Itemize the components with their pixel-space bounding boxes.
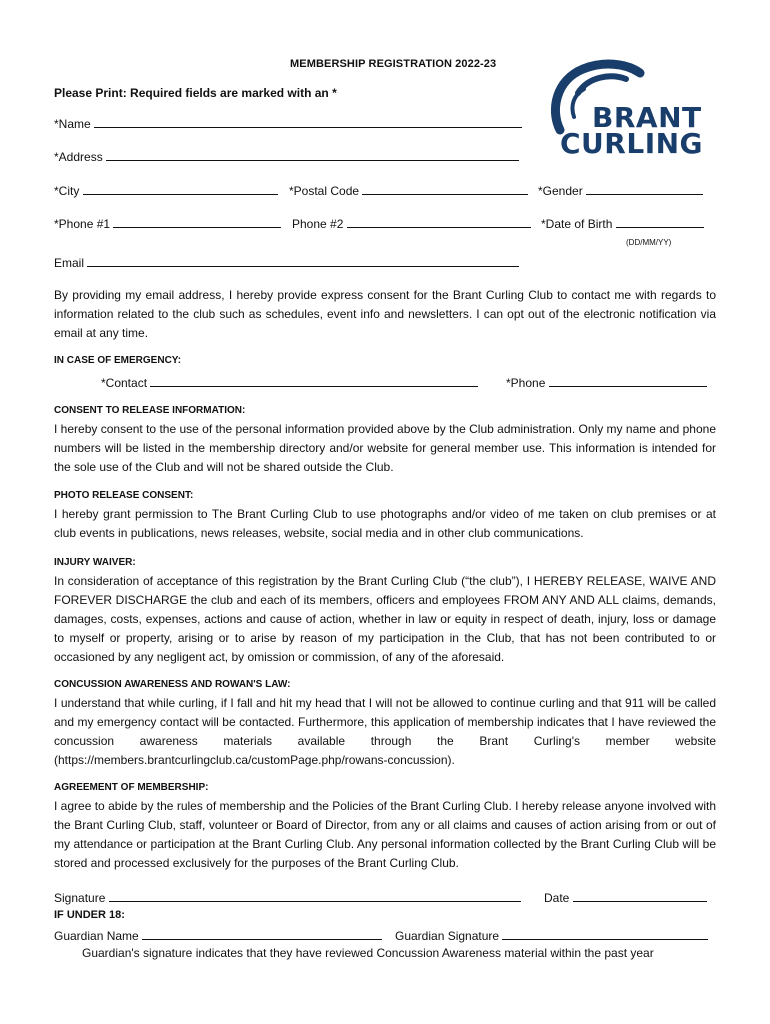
- photo-release-text: I hereby grant permission to The Brant Curling Club to use photographs and/or video of me taken on club premises or at club events in publications, news releases, website, social media and in other club communications.: [54, 507, 716, 540]
- agreement-text: I agree to abide by the rules of membership and the Policies of the Brant Curling Club. I hereby release anyone involved with the Brant Curling Club, staff, volunteer or Board of Director, from any or all claims and causes of action arising from or out of my attendance or participation at the Brant Curling Club. Any personal information collected by the Brant Curling Club will be stored and processed exclusively for the purposes of the Brant Curling Club.: [54, 799, 716, 870]
- name-field[interactable]: [54, 116, 522, 131]
- emergency-contact-line[interactable]: [150, 375, 478, 387]
- name-line[interactable]: [94, 116, 522, 128]
- guardian-signature-label: Guardian Signature: [395, 929, 500, 943]
- dob-line[interactable]: [616, 216, 704, 228]
- emergency-heading: IN CASE OF EMERGENCY:: [54, 355, 182, 366]
- postal-code-label: *Postal Code: [289, 184, 360, 198]
- form-instructions: Please Print: Required fields are marked with an *: [54, 86, 337, 100]
- email-label: Email: [54, 256, 85, 270]
- guardian-name-line[interactable]: [142, 928, 382, 940]
- date-line[interactable]: [573, 890, 707, 902]
- email-field[interactable]: [54, 255, 519, 270]
- club-logo: [548, 55, 704, 165]
- concussion-heading: CONCUSSION AWARENESS AND ROWAN'S LAW:: [54, 679, 291, 690]
- date-field[interactable]: [544, 890, 707, 905]
- photo-release-heading: PHOTO RELEASE CONSENT:: [54, 490, 194, 501]
- emergency-phone-field[interactable]: [506, 375, 707, 390]
- release-info-text: I hereby consent to the use of the personal information provided above by the Club administration. Only my name and phone numbers will be listed in the membership directory and/or website for general member use. This information is intended for the sole use of the Club and will not be shared outside the Club.: [54, 422, 716, 474]
- address-line[interactable]: [106, 149, 519, 161]
- form-title: MEMBERSHIP REGISTRATION 2022-23: [290, 58, 497, 70]
- city-field[interactable]: [54, 183, 278, 198]
- emergency-phone-line[interactable]: [549, 375, 707, 387]
- injury-waiver-heading: INJURY WAIVER:: [54, 557, 136, 568]
- gender-line[interactable]: [586, 183, 703, 195]
- signature-line[interactable]: [109, 890, 521, 902]
- guardian-name-label: Guardian Name: [54, 929, 139, 943]
- logo-curling: CURLING: [560, 127, 704, 160]
- date-label: Date: [544, 891, 570, 905]
- logo-brant: BRANT: [592, 101, 702, 134]
- guardian-signature-line[interactable]: [502, 928, 708, 940]
- name-label: *Name: [54, 117, 91, 131]
- dob-label: *Date of Birth: [541, 217, 613, 231]
- address-field[interactable]: [54, 149, 519, 164]
- postal-code-line[interactable]: [362, 183, 528, 195]
- email-consent-text: By providing my email address, I hereby provide express consent for the Brant Curling Club to contact me with regards to information related to the club such as schedules, event info and newsletters. I can opt out of the electronic notification via email at any time.: [54, 288, 716, 340]
- guardian-name-field[interactable]: [54, 928, 382, 943]
- postal-code-field[interactable]: [289, 183, 528, 198]
- guardian-note: Guardian's signature indicates that they have reviewed Concussion Awareness material within the past year: [82, 946, 654, 960]
- agreement-heading: AGREEMENT OF MEMBERSHIP:: [54, 782, 209, 793]
- dob-hint: (DD/MM/YY): [626, 238, 672, 247]
- injury-waiver-text: In consideration of acceptance of this registration by the Brant Curling Club (“the club”), I HEREBY RELEASE, WAIVE AND FOREVER DISCHARGE the club and each of its members, officers and employees FROM ANY AND ALL claims, demands, damages, costs, expenses, actions and cause of action, whether in law or equity in respect of death, injury, loss or damage to myself or property, arising or to arise by reason of my participation in the Club, that has not been contributed to or occasioned by any negligent act, by omission or commission, of any of the aforesaid.: [54, 574, 716, 664]
- phone2-label: Phone #2: [292, 217, 344, 231]
- phone2-field[interactable]: [292, 216, 531, 231]
- gender-label: *Gender: [538, 184, 583, 198]
- release-info-heading: CONSENT TO RELEASE INFORMATION:: [54, 405, 246, 416]
- dob-field[interactable]: [541, 216, 704, 231]
- under18-heading: IF UNDER 18:: [54, 909, 125, 921]
- concussion-text: I understand that while curling, if I fall and hit my head that I will not be allowed to continue curling and that 911 will be called and my emergency contact will be contacted. Furthermore, this application of membership indicates that I have reviewed the concussion awareness materials available through the Brant Curling's member website (https://members.brantcurlingclub.ca/customPage.php/rowans-concussion).: [54, 696, 716, 767]
- email-line[interactable]: [87, 255, 519, 267]
- gender-field[interactable]: [538, 183, 703, 198]
- address-label: *Address: [54, 150, 103, 164]
- city-label: *City: [54, 184, 80, 198]
- city-line[interactable]: [83, 183, 278, 195]
- phone1-label: *Phone #1: [54, 217, 111, 231]
- emergency-contact-field[interactable]: [101, 375, 478, 390]
- phone2-line[interactable]: [347, 216, 531, 228]
- phone1-line[interactable]: [113, 216, 281, 228]
- emergency-contact-label: *Contact: [101, 376, 148, 390]
- guardian-signature-field[interactable]: [395, 928, 708, 943]
- phone1-field[interactable]: [54, 216, 281, 231]
- signature-field[interactable]: [54, 890, 521, 905]
- signature-label: Signature: [54, 891, 106, 905]
- emergency-phone-label: *Phone: [506, 376, 546, 390]
